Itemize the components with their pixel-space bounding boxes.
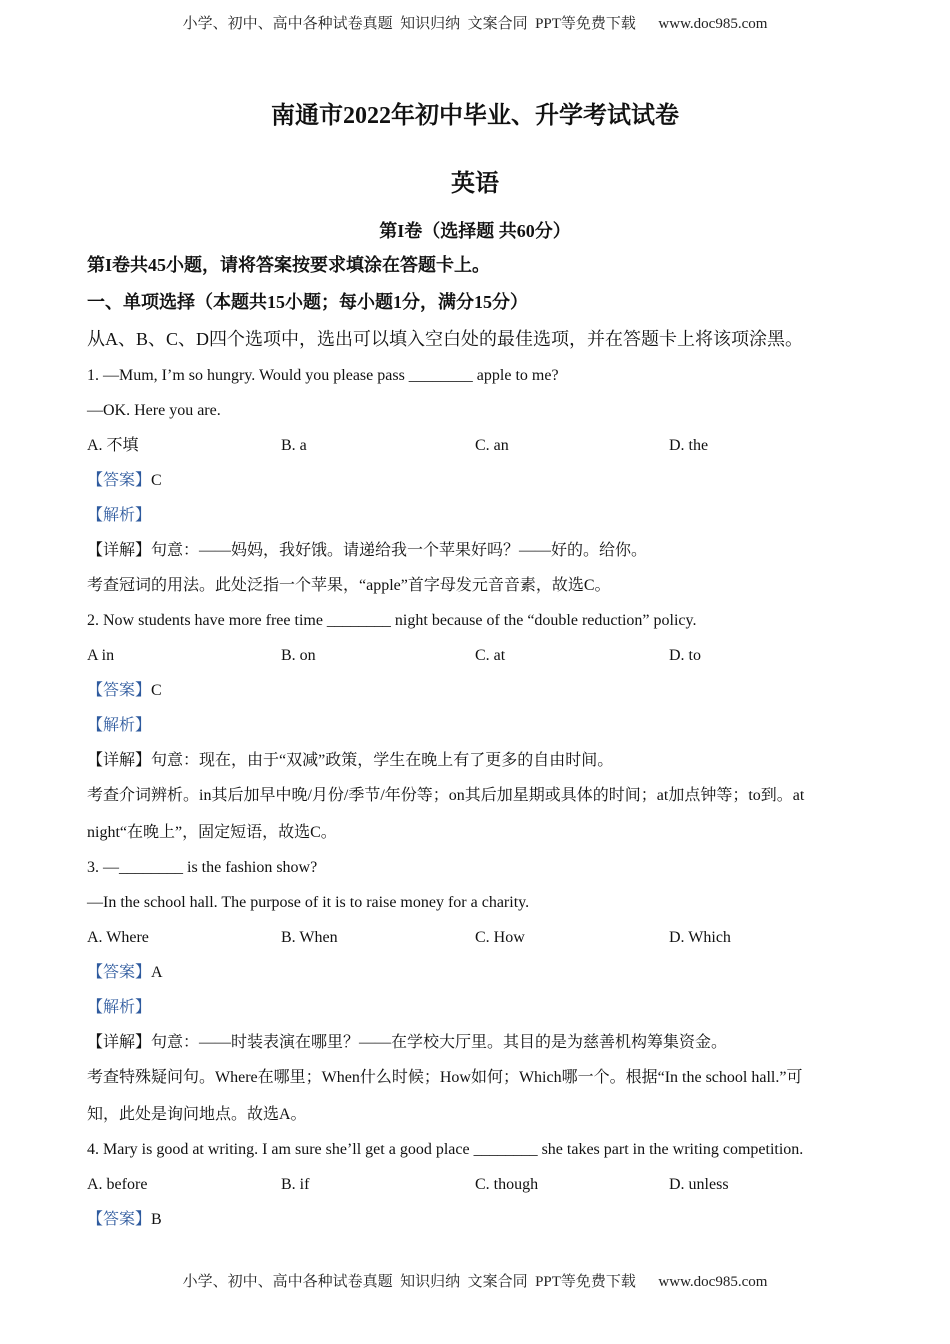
answer-line (87, 680, 867, 715)
answer-label: 【答案】 (87, 964, 152, 981)
option-d: D. Which (669, 929, 731, 946)
option-c: C. How (475, 929, 525, 946)
notice: 第I卷共45小题，请将答案按要求填涂在答题卡上。 (87, 255, 491, 275)
analysis-label: 【解析】 (87, 717, 152, 734)
option-b: B. if (281, 1176, 310, 1193)
question-1-stem-reply: —OK. Here you are. (87, 402, 221, 419)
volume-title: 第I卷（选择题 共60分） (379, 221, 571, 241)
instruction: 从A、B、C、D四个选项中，选出可以填入空白处的最佳选项，并在答题卡上将该项涂黑。 (87, 329, 804, 349)
detail-line: 考查介词辨析。in其后加早中晚/月份/季节/年份等；on其后加星期或具体的时间；at加点钟等；to到。at (87, 787, 805, 804)
question-2-stem: 2. Now students have more free time ________ night because of the “double reduction” policy. (87, 612, 697, 629)
option-a: A. 不填 (87, 437, 139, 454)
option-d: D. unless (669, 1176, 729, 1193)
option-d: D. the (669, 437, 709, 454)
exam-title: 南通市2022年初中毕业、升学考试试卷 (271, 103, 679, 129)
analysis-label: 【解析】 (87, 507, 152, 524)
page-footer: 小学、初中、高中各种试卷真题 知识归纳 文案合同 PPT等免费下载 www.doc985.com (182, 1274, 768, 1290)
option-a: A in (87, 647, 115, 664)
answer-line (87, 470, 867, 505)
detail-line: 知，此处是询问地点。故选A。 (87, 1106, 307, 1123)
exam-content (87, 254, 867, 1244)
detail-line: 考查特殊疑问句。Where在哪里；When什么时候；How如何；Which哪一个。根据“In the school hall.”可 (87, 1069, 803, 1086)
answer-value: A (151, 964, 163, 981)
detail-line: 【详解】句意：现在，由于“双减”政策，学生在晚上有了更多的自由时间。 (87, 752, 614, 769)
option-d: D. to (669, 647, 701, 664)
answer-label: 【答案】 (87, 1211, 152, 1228)
option-c: C. an (475, 437, 509, 454)
answer-label: 【答案】 (87, 682, 152, 699)
analysis-label: 【解析】 (87, 999, 152, 1016)
question-3-stem-reply: —In the school hall. The purpose of it is to raise money for a charity. (87, 894, 530, 911)
detail-line: 【详解】句意：——妈妈，我好饿。请递给我一个苹果好吗？——好的。给你。 (87, 542, 648, 559)
subject-title: 英语 (451, 171, 499, 197)
option-b: B. a (281, 437, 307, 454)
section-title: 一、单项选择（本题共15小题；每小题1分，满分15分） (87, 292, 528, 312)
question-1-options (87, 435, 867, 470)
detail-line: 考查冠词的用法。此处泛指一个苹果，“apple”首字母发元音音素，故选C。 (87, 577, 611, 594)
question-4-stem: 4. Mary is good at writing. I am sure she’ll get a good place ________ she takes part in the writing competition. (87, 1141, 804, 1158)
option-a: A. before (87, 1176, 148, 1193)
page-header: 小学、初中、高中各种试卷真题 知识归纳 文案合同 PPT等免费下载 www.doc985.com (182, 16, 768, 32)
option-c: C. at (475, 647, 506, 664)
question-4-options (87, 1174, 867, 1209)
answer-line (87, 1209, 867, 1244)
detail-line: night“在晚上”，固定短语，故选C。 (87, 824, 337, 841)
option-b: B. on (281, 647, 316, 664)
option-c: C. though (475, 1176, 539, 1193)
detail-line: 【详解】句意：——时装表演在哪里？——在学校大厅里。其目的是为慈善机构筹集资金。 (87, 1034, 728, 1051)
answer-value: C (151, 472, 162, 489)
option-a: A. Where (87, 929, 149, 946)
option-b: B. When (281, 929, 338, 946)
answer-value: C (151, 682, 162, 699)
question-3-stem: 3. —________ is the fashion show? (87, 859, 318, 876)
answer-line (87, 962, 867, 997)
answer-label: 【答案】 (87, 472, 152, 489)
answer-value: B (151, 1211, 162, 1228)
question-2-options (87, 645, 867, 680)
question-3-options (87, 927, 867, 962)
question-1-stem: 1. —Mum, I’m so hungry. Would you please pass ________ apple to me? (87, 367, 559, 384)
